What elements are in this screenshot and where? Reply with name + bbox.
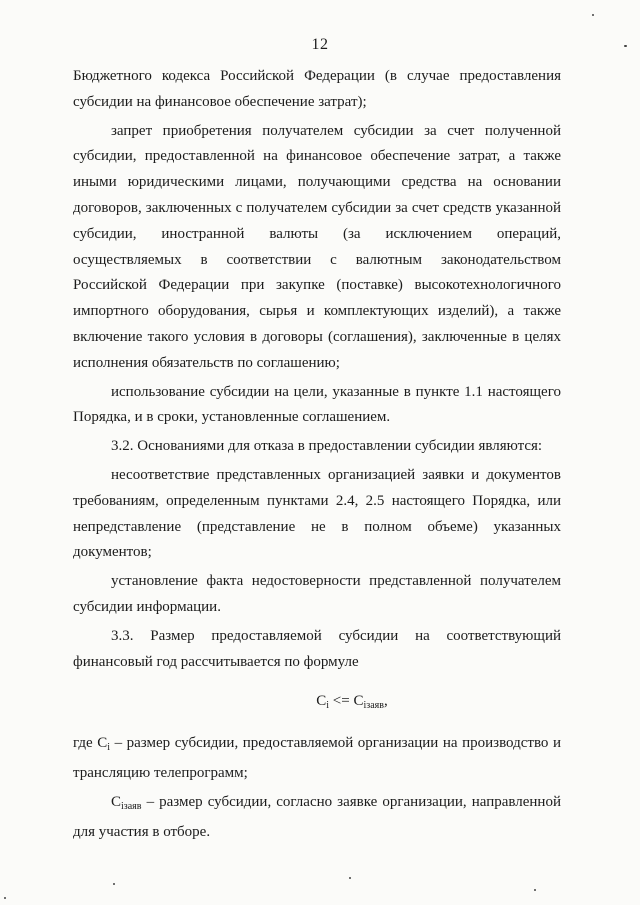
definition-symbol: C (97, 735, 108, 752)
paragraph-unreliable-info: установление факта недостоверности представленной получателем субсидии информации. (73, 573, 561, 615)
scan-speck (592, 14, 594, 16)
scan-speck (4, 897, 6, 899)
definition-cizayav (73, 790, 561, 846)
definition-symbol: C (111, 793, 122, 810)
formula (143, 689, 561, 719)
definition-symbol-subscript: iзаяв (121, 800, 142, 812)
scan-speck (624, 45, 627, 47)
formula-operator: <= (329, 693, 354, 710)
formula-rhs-subscript: iзаяв (363, 700, 384, 712)
formula-lhs-subscript: i (326, 700, 330, 712)
definition-symbol-subscript: i (107, 742, 111, 754)
formula-tail: , (383, 693, 388, 710)
scan-speck (113, 883, 115, 885)
formula-lhs: C (316, 693, 327, 710)
paragraph-subsidy-use: использование субсидии на цели, указанные в пункте 1.1 настоящего Порядка, и в сроки, установленные соглашением. (73, 383, 561, 426)
paragraph-continuation: Бюджетного кодекса Российской Федерации (в случае предоставления субсидии на финансовое обеспечение затрат); (73, 68, 561, 110)
paragraph-refusal-grounds-heading: 3.2. Основаниями для отказа в предоставлении субсидии являются: (111, 438, 543, 455)
paragraph-currency-prohibition: запрет приобретения получателем субсидии за счет полученной субсидии, предоставленной на финансовое обеспечение затрат, а также иными юридическими лицами, получающими средства на основании договоров, заключенных с получателем субсидии за счет средств указанной субсидии, иностранной валюты (за исключением операций, осуществляемых в соответствии с валютным законодательством Российской Федерации при закупке (поставке) высокотехнологичного импортного оборудования, сырья и комплектующих изделий), а также включение такого условия в договоры (соглашения), заключенные в целях исполнения обязательств по соглашению; (73, 122, 561, 371)
scan-speck (534, 889, 536, 891)
definition-prefix: где (73, 735, 98, 752)
paragraph-subsidy-amount: 3.3. Размер предоставляемой субсидии на соответствующий финансовый год рассчитывается по формуле (73, 627, 561, 670)
formula-rhs: C (353, 693, 364, 710)
definition-ci (73, 731, 561, 787)
paragraph-nonconformity: несоответствие представленных организацией заявки и документов требованиям, определенным пунктами 2.4, 2.5 настоящего Порядка, или непредставление (представление не в полном объеме) указанных документов; (73, 466, 561, 561)
page-number: 12 (311, 36, 329, 53)
document-body (73, 64, 561, 845)
definition-text: – размер субсидии, предоставляемой организации на производство и трансляцию телепрограмм; (73, 735, 562, 781)
scan-speck (349, 877, 351, 879)
definition-text: – размер субсидии, согласно заявке организации, направленной для участия в отборе. (73, 793, 561, 840)
